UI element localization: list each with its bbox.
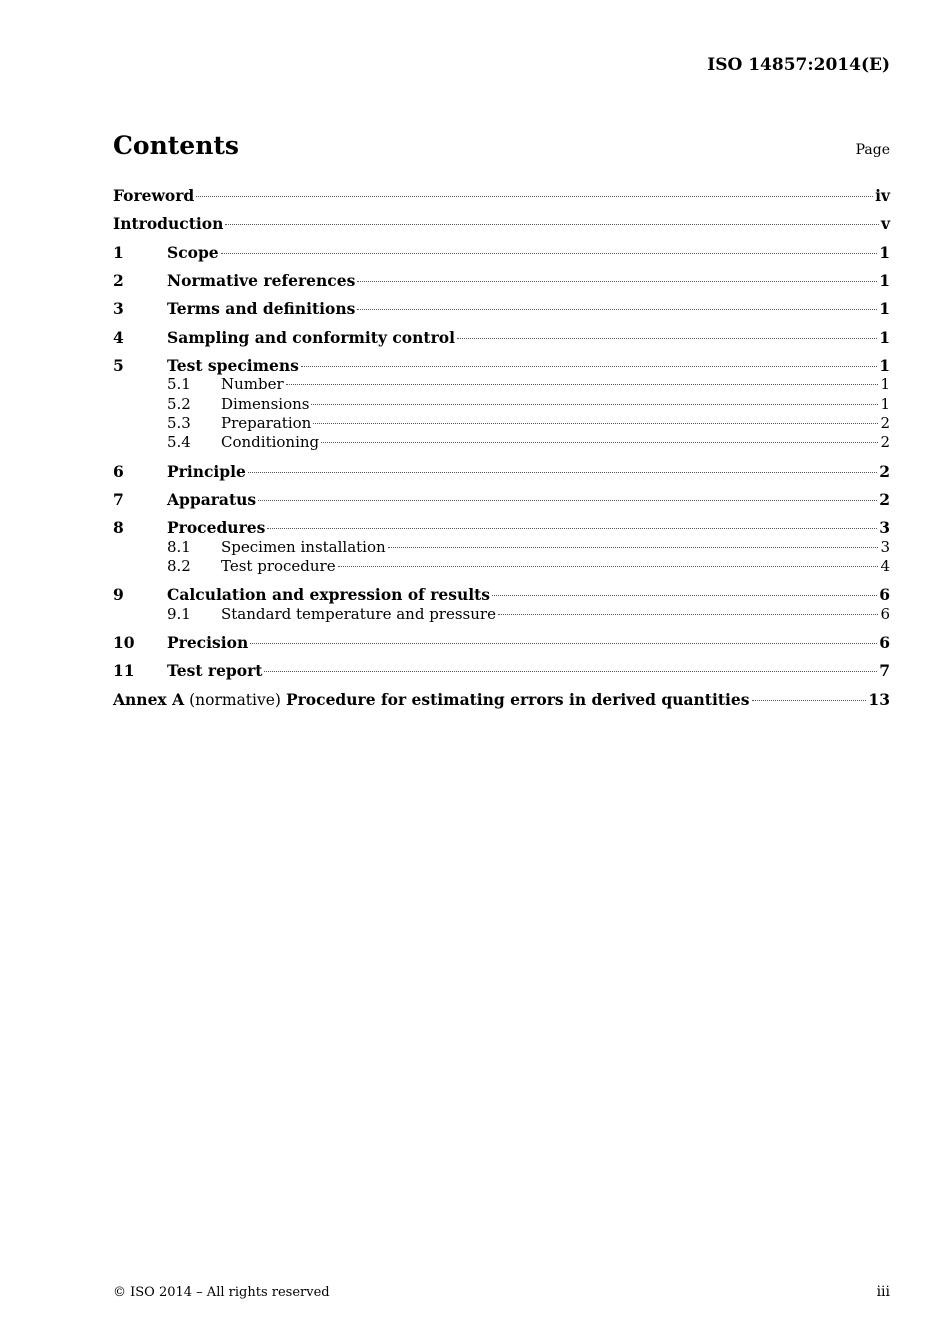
toc-entry-page: 2 [879, 490, 890, 509]
toc-entry-label: Calculation and expression of results [167, 585, 491, 604]
toc-entry-label: Sampling and conformity control [167, 328, 455, 347]
toc-subentry-number: 9.1 [167, 605, 191, 623]
toc-entry-page: v [880, 214, 890, 233]
toc-subentry[interactable] [113, 557, 890, 575]
toc-entry-page: 7 [879, 661, 890, 680]
toc-entry-number: 2 [113, 271, 124, 290]
toc-entry-label: Principle [167, 462, 246, 481]
toc-subentry-label: Preparation [221, 414, 312, 432]
toc-entry[interactable] [113, 186, 890, 205]
toc-entry-label: Normative references [167, 271, 356, 290]
dot-leader [301, 366, 877, 367]
dot-leader [357, 309, 877, 310]
toc-entry-page: 2 [879, 462, 890, 481]
toc-entry-label: Terms and definitions [167, 299, 356, 318]
toc-entry[interactable] [113, 518, 890, 537]
toc-subentry[interactable] [113, 414, 890, 432]
footer-page-number: iii [876, 1284, 890, 1300]
toc-subentry-number: 5.3 [167, 414, 191, 432]
toc-subentry[interactable] [113, 538, 890, 556]
toc-entry-number: 6 [113, 462, 124, 481]
toc-subentry-page: 2 [880, 414, 890, 432]
annex-page: 13 [868, 690, 890, 709]
annex-prefix: Annex A [113, 690, 185, 709]
dot-leader [498, 614, 879, 615]
toc-subentry-page: 4 [880, 557, 890, 575]
toc-entry-number: 11 [113, 661, 135, 680]
page-column-label: Page [855, 142, 890, 158]
toc-entry[interactable] [113, 243, 890, 262]
toc-entry-number: 8 [113, 518, 124, 537]
toc-entry-number: 5 [113, 356, 124, 375]
dot-leader [248, 472, 877, 473]
toc-entry[interactable] [113, 462, 890, 481]
dot-leader [492, 595, 877, 596]
dot-leader [286, 384, 879, 385]
toc-subentry-number: 5.4 [167, 433, 191, 451]
toc-entry[interactable] [113, 299, 890, 318]
toc-entry-page: 1 [879, 356, 890, 375]
toc-entry-page: 1 [879, 299, 890, 318]
toc-entry-label: Procedures [167, 518, 266, 537]
dot-leader [321, 442, 878, 443]
toc-subentry[interactable] [113, 395, 890, 413]
annex-qualifier: (normative) [189, 691, 281, 709]
toc-entry-page: 1 [879, 271, 890, 290]
toc-subentry-number: 5.1 [167, 375, 191, 393]
toc-annex-entry[interactable] [113, 690, 890, 709]
toc-entry-label: Precision [167, 633, 249, 652]
toc-entry-number: 9 [113, 585, 124, 604]
toc-entry-label: Test report [167, 661, 263, 680]
toc-entry-page: iv [875, 186, 890, 205]
toc-entry-page: 1 [879, 243, 890, 262]
dot-leader [357, 281, 877, 282]
dot-leader [196, 196, 873, 197]
toc-subentry[interactable] [113, 375, 890, 393]
dot-leader [313, 423, 878, 424]
dot-leader [225, 224, 879, 225]
toc-subentry-label: Test procedure [221, 557, 336, 575]
toc-entry-number: 7 [113, 490, 124, 509]
dot-leader [752, 700, 867, 701]
toc-subentry-page: 1 [880, 375, 890, 393]
toc-subentry-number: 8.1 [167, 538, 191, 556]
toc-subentry-number: 8.2 [167, 557, 191, 575]
dot-leader [264, 671, 877, 672]
toc-entry[interactable] [113, 356, 890, 375]
annex-label: Procedure for estimating errors in derived quantities [285, 690, 750, 709]
dot-leader [338, 566, 879, 567]
toc-subentry-label: Dimensions [221, 395, 310, 413]
toc-entry-page: 1 [879, 328, 890, 347]
dot-leader [250, 643, 877, 644]
toc-entry-page: 6 [879, 585, 890, 604]
toc-subentry-page: 6 [880, 605, 890, 623]
toc-subentry[interactable] [113, 433, 890, 451]
dot-leader [221, 253, 878, 254]
toc-entry[interactable] [113, 271, 890, 290]
toc-entry-number: 1 [113, 243, 124, 262]
toc-entry[interactable] [113, 633, 890, 652]
dot-leader [267, 528, 877, 529]
toc-entry-label: Test specimens [167, 356, 299, 375]
dot-leader [457, 338, 877, 339]
toc-entry-page: 6 [879, 633, 890, 652]
toc-entry-number: 3 [113, 299, 124, 318]
toc-subentry-page: 3 [880, 538, 890, 556]
toc-entry-page: 3 [879, 518, 890, 537]
toc-entry[interactable] [113, 328, 890, 347]
toc-entry[interactable] [113, 661, 890, 680]
toc-subentry-label: Specimen installation [221, 538, 386, 556]
toc-entry-label: Foreword [113, 186, 195, 205]
toc-subentry-label: Number [221, 375, 284, 393]
dot-leader [311, 404, 878, 405]
toc-entry-label: Introduction [113, 214, 224, 233]
toc-subentry-page: 1 [880, 395, 890, 413]
toc-entry-label: Apparatus [167, 490, 257, 509]
toc-subentry-number: 5.2 [167, 395, 191, 413]
dot-leader [388, 547, 879, 548]
dot-leader [258, 500, 877, 501]
toc-subentry[interactable] [113, 605, 890, 623]
toc-subentry-page: 2 [880, 433, 890, 451]
document-id: ISO 14857:2014(E) [707, 55, 890, 75]
toc-entry[interactable] [113, 214, 890, 233]
toc-entry[interactable] [113, 490, 890, 509]
toc-entry-number: 10 [113, 633, 135, 652]
toc-entry[interactable] [113, 585, 890, 604]
contents-title: Contents [113, 131, 240, 160]
toc-entry-number: 4 [113, 328, 124, 347]
footer-copyright: © ISO 2014 – All rights reserved [113, 1285, 330, 1300]
toc-subentry-label: Conditioning [221, 433, 320, 451]
toc-entry-label: Scope [167, 243, 219, 262]
toc-subentry-label: Standard temperature and pressure [221, 605, 496, 623]
